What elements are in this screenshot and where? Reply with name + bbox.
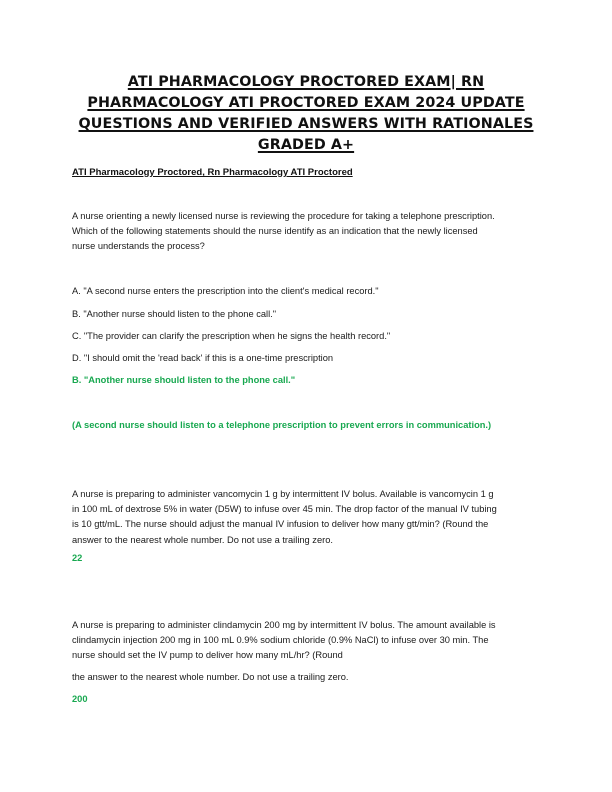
question-1-rationale: (A second nurse should listen to a telephone prescription to prevent errors in communication.) (72, 420, 492, 430)
title-line: GRADED A+ (257, 137, 355, 153)
question-1-option-a: A. "A second nurse enters the prescription into the client's medical record." (72, 286, 379, 296)
question-2-stem (72, 487, 548, 548)
stem-line: answer to the nearest whole number. Do not use a trailing zero. (72, 534, 333, 545)
stem-line: nurse should set the IV pump to deliver how many mL/hr? (Round (72, 650, 343, 661)
question-1-option-b: B. "Another nurse should listen to the phone call." (72, 309, 277, 319)
stem-line: nurse understands the process? (72, 241, 205, 252)
stem-line: A nurse orienting a newly licensed nurse is reviewing the procedure for taking a telephone prescription. (72, 211, 495, 221)
title-line: ATI PHARMACOLOGY PROCTORED EXAM| RN (127, 74, 485, 90)
stem-line: clindamycin injection 200 mg in 100 mL 0.9% sodium chloride (0.9% NaCl) to infuse over 30 min. The (72, 635, 489, 646)
document-title (60, 72, 552, 156)
question-3-stem (72, 618, 548, 664)
title-line: PHARMACOLOGY ATI PROCTORED EXAM 2024 UPDATE (87, 95, 525, 111)
question-1-answer: B. "Another nurse should listen to the phone call." (72, 375, 296, 385)
title-line: QUESTIONS AND VERIFIED ANSWERS WITH RATIONALES (78, 116, 534, 132)
question-1-stem (72, 209, 548, 255)
stem-line: Which of the following statements should the nurse identify as an indication that the newly licensed (72, 226, 478, 237)
stem-line: A nurse is preparing to administer vancomycin 1 g by intermittent IV bolus. Available is vancomycin 1 g (72, 489, 494, 499)
question-2-answer: 22 (72, 553, 83, 563)
stem-line: is 10 gtt/mL. The nurse should adjust the manual IV infusion to deliver how many gtt/min? (Round the (72, 519, 489, 530)
stem-line: A nurse is preparing to administer clindamycin 200 mg by intermittent IV bolus. The amount available is (72, 620, 496, 630)
question-1-option-d: D. "I should omit the 'read back' if this is a one-time prescription (72, 353, 334, 363)
question-1-option-c: C. "The provider can clarify the prescription when he signs the health record." (72, 331, 391, 341)
stem-line: in 100 mL of dextrose 5% in water (D5W) to infuse over 45 min. The drop factor of the manual IV tubing (72, 504, 497, 515)
question-3-answer: 200 (72, 694, 88, 704)
document-subtitle: ATI Pharmacology Proctored, Rn Pharmacology ATI Proctored (72, 167, 353, 178)
question-3-stem-continuation: the answer to the nearest whole number. Do not use a trailing zero. (72, 672, 349, 682)
